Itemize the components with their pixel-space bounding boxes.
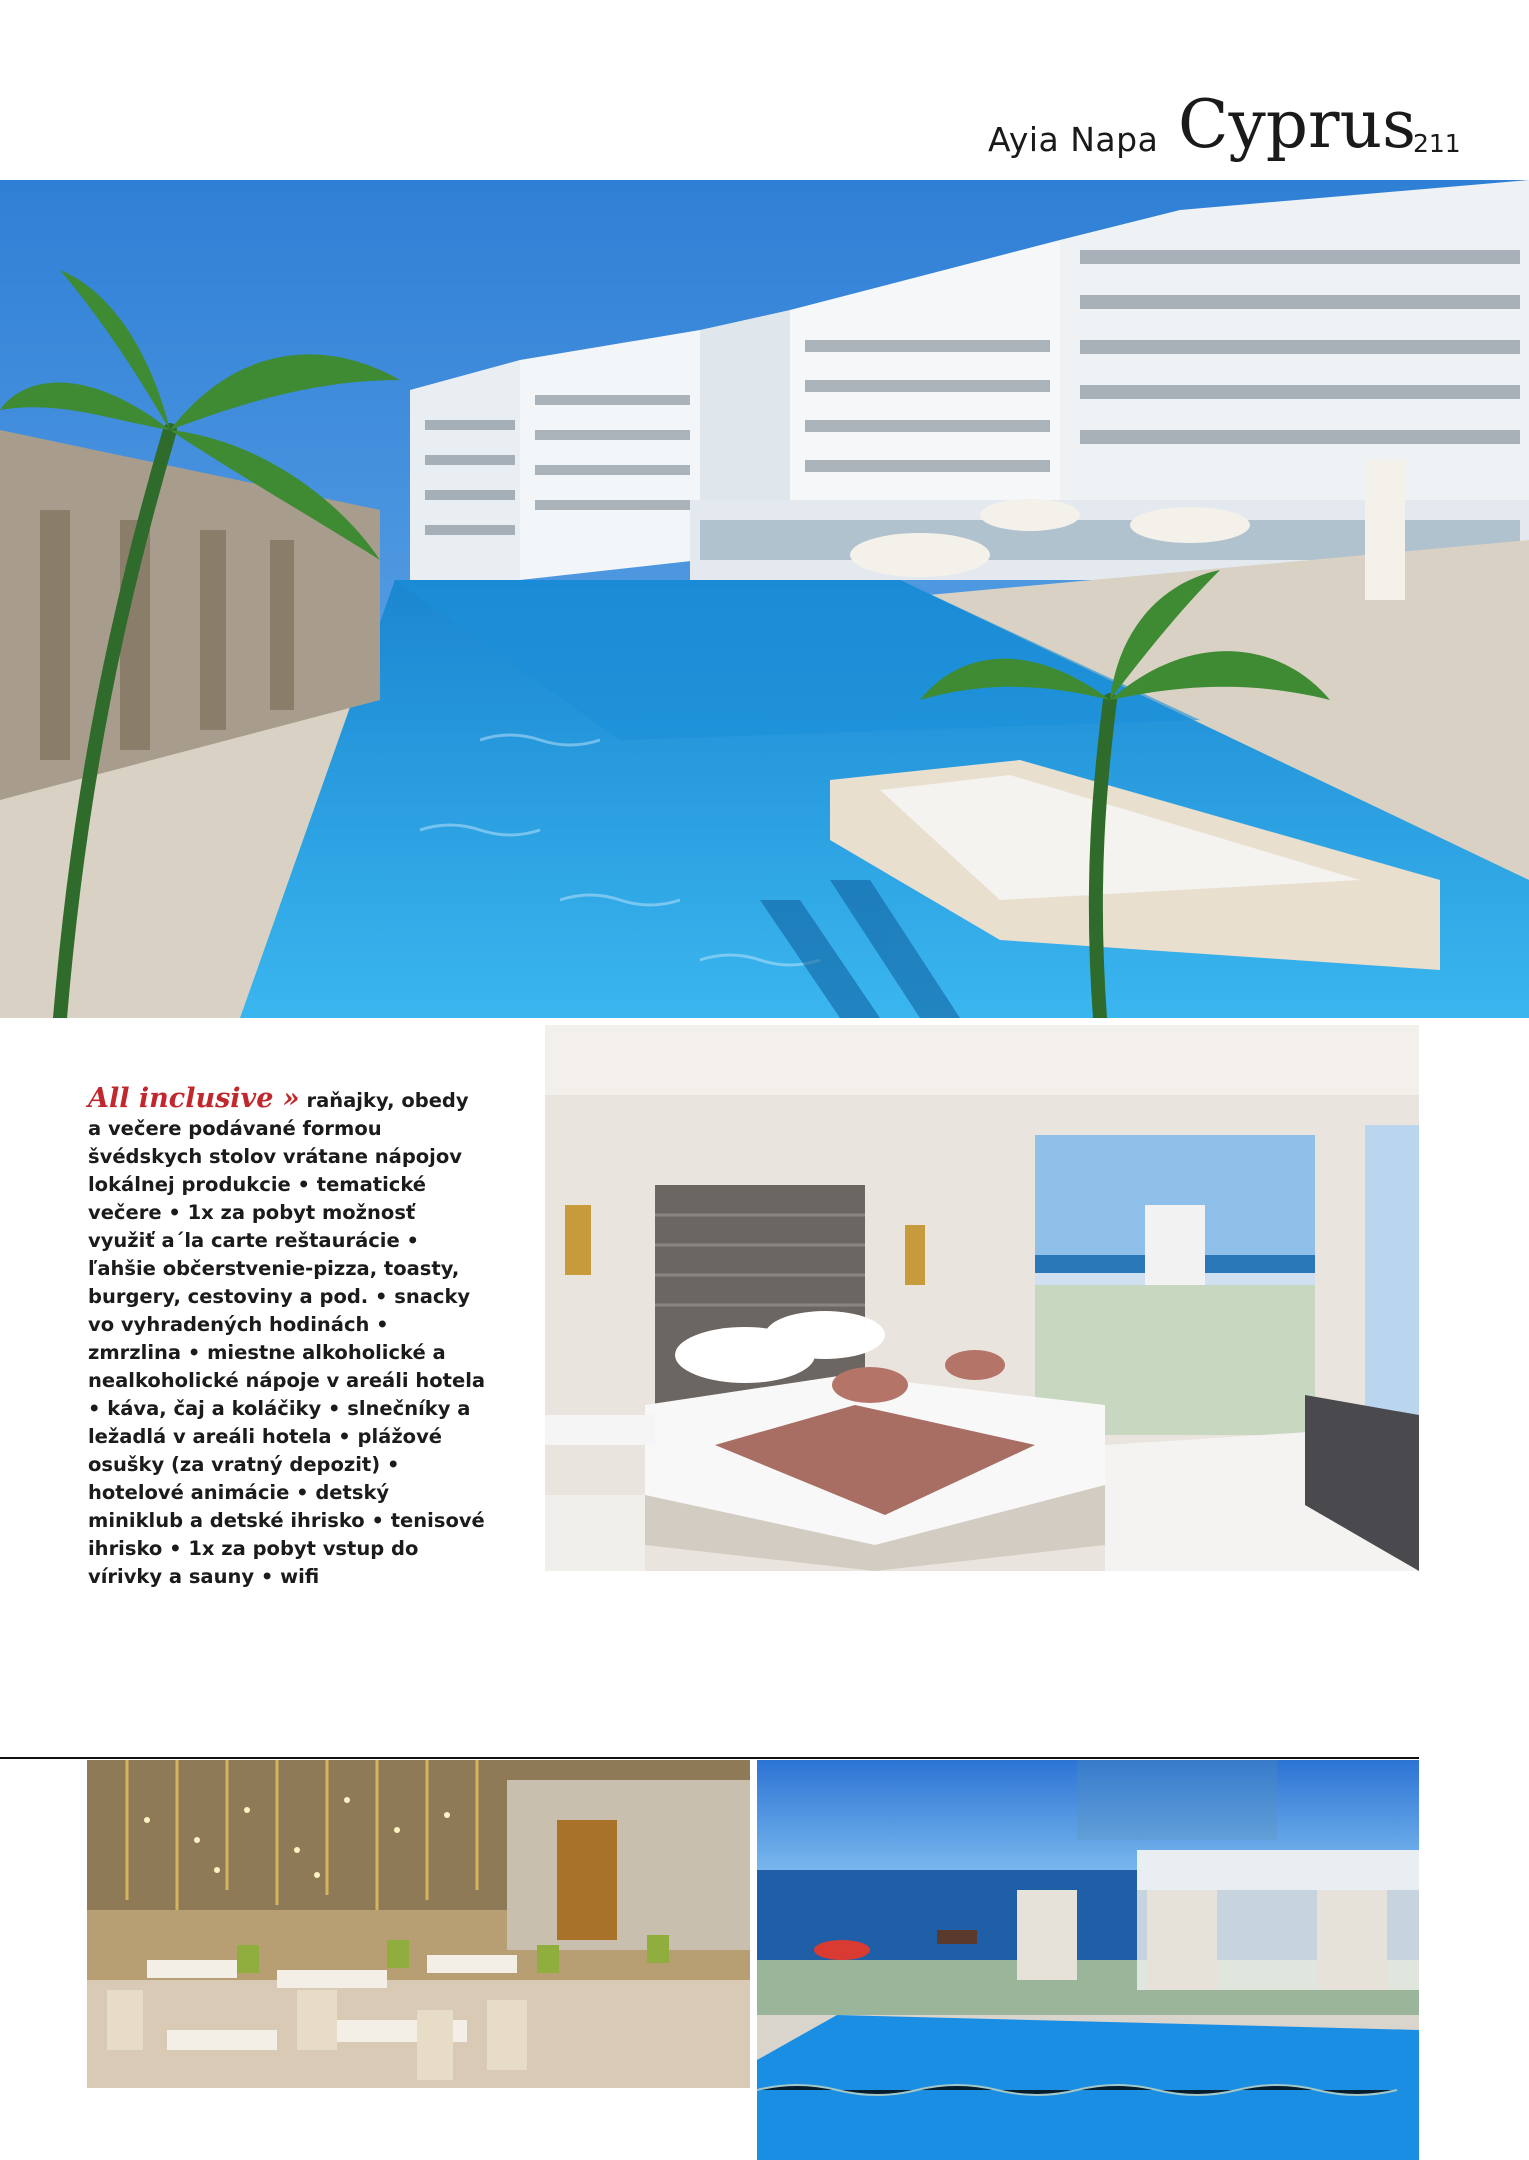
- destination-place: Ayia Napa: [988, 120, 1159, 159]
- all-inclusive-text: raňajky, obedy a večere podávané formou švédskych stolov vrátane nápojov lokálnej produkcie • tematické večere • 1x za pobyt možnosť využiť a´la carte reštaurácie • ľahšie občerstvenie-pizza, toasty, burgery, cestoviny a pod. • snacky vo vyhradených hodinách • zmrzlina • miestne alkoholické a nealkoholické nápoje v areáli hotela • káva, čaj a koláčiky • slnečníky a ležadlá v areáli hotela • plážové osušky (za vratný depozit) • hotelové animácie • detský miniklub a detské ihrisko • tenisové ihrisko • 1x za pobyt vstup do vírivky a sauny • wifi: [88, 1089, 486, 1588]
- hotel-room-photo: [545, 1025, 1419, 1571]
- all-inclusive-heading: All inclusive »: [88, 1083, 300, 1114]
- restaurant-photo: [87, 1760, 750, 2088]
- section-divider: [0, 1757, 1419, 1759]
- hotel-pool-photo: [0, 180, 1529, 1018]
- destination-country: Cyprus: [1178, 86, 1416, 163]
- all-inclusive-description: [88, 1085, 488, 1591]
- sea-terrace-photo: [757, 1760, 1419, 2160]
- page-number: 211: [1413, 129, 1461, 158]
